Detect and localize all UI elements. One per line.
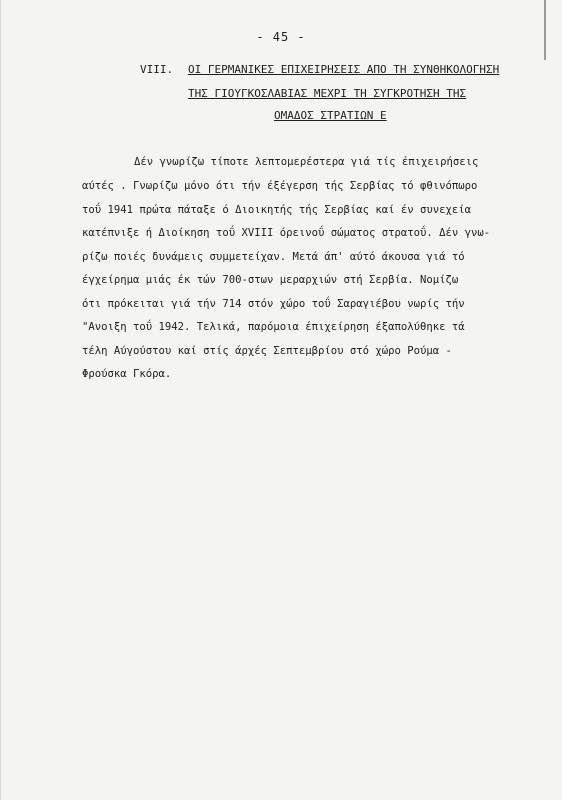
scan-left-edge [0,0,1,800]
section-number: VIII. [140,63,174,76]
heading-line-1: ΟΙ ΓΕΡΜΑΝΙΚΕΣ ΕΠΙΧΕΙΡΗΣΕΙΣ ΑΠΟ ΤΗ ΣΥΝΘΗΚΟΛΟΓΗΣΗ [188,63,500,76]
paragraph-line-4: κατέπνιξε ή Διοίκηση τοΰ XVIII όρεινοΰ σώματος στρατοΰ. Δέν γνω- [82,227,491,239]
page-number: - 45 - [256,30,306,44]
paragraph-line-1: Δέν γνωρίζω τίποτε λεπτομερέστερα γιά τίς έπιχειρήσεις [134,156,479,168]
heading-line-2: ΤΗΣ ΓΙΟΥΓΚΟΣΛΑΒΙΑΣ ΜΕΧΡΙ ΤΗ ΣΥΓΚΡΟΤΗΣΗ ΤΗΣ [188,87,467,100]
paragraph-line-7: ότι πρόκειται γιά τήν 714 στόν χώρο τοΰ Σαραγιέβου νωρίς τήν [82,298,465,310]
paragraph-line-2: αύτές . Γνωρίζω μόνο ότι τήν έξέγερση τής Σερβίας τό φθινόπωρο [82,180,478,192]
paragraph-line-6: έγχείρημα μιάς έκ τών 700-στων μεραρχιών στή Σερβία. Νομίζω [82,274,459,286]
heading-line-3: ΟΜΑΔΟΣ ΣΤΡΑΤΙΩΝ Ε [274,109,387,122]
paragraph-line-3: τοΰ 1941 πρώτα πάταξε ό Διοικητής τής Σερβίας καί έν συνεχεία [82,204,472,216]
scan-edge-mark [544,0,546,60]
paragraph-line-5: ρίζω ποιές δυνάμεις συμμετείχαν. Μετά άπ' αύτό άκουσα γιά τό [82,251,465,263]
paragraph-line-9: τέλη Αύγούστου καί στίς άρχές Σεπτεμβρίου στό χώρο Ρούμα - [82,345,452,357]
paragraph-line-8: "Ανοιξη τοΰ 1942. Τελικά, παρόμοια έπιχείρηση έξαπολύθηκε τά [82,321,465,333]
paragraph-line-10: Φρούσκα Γκόρα. [82,368,172,380]
